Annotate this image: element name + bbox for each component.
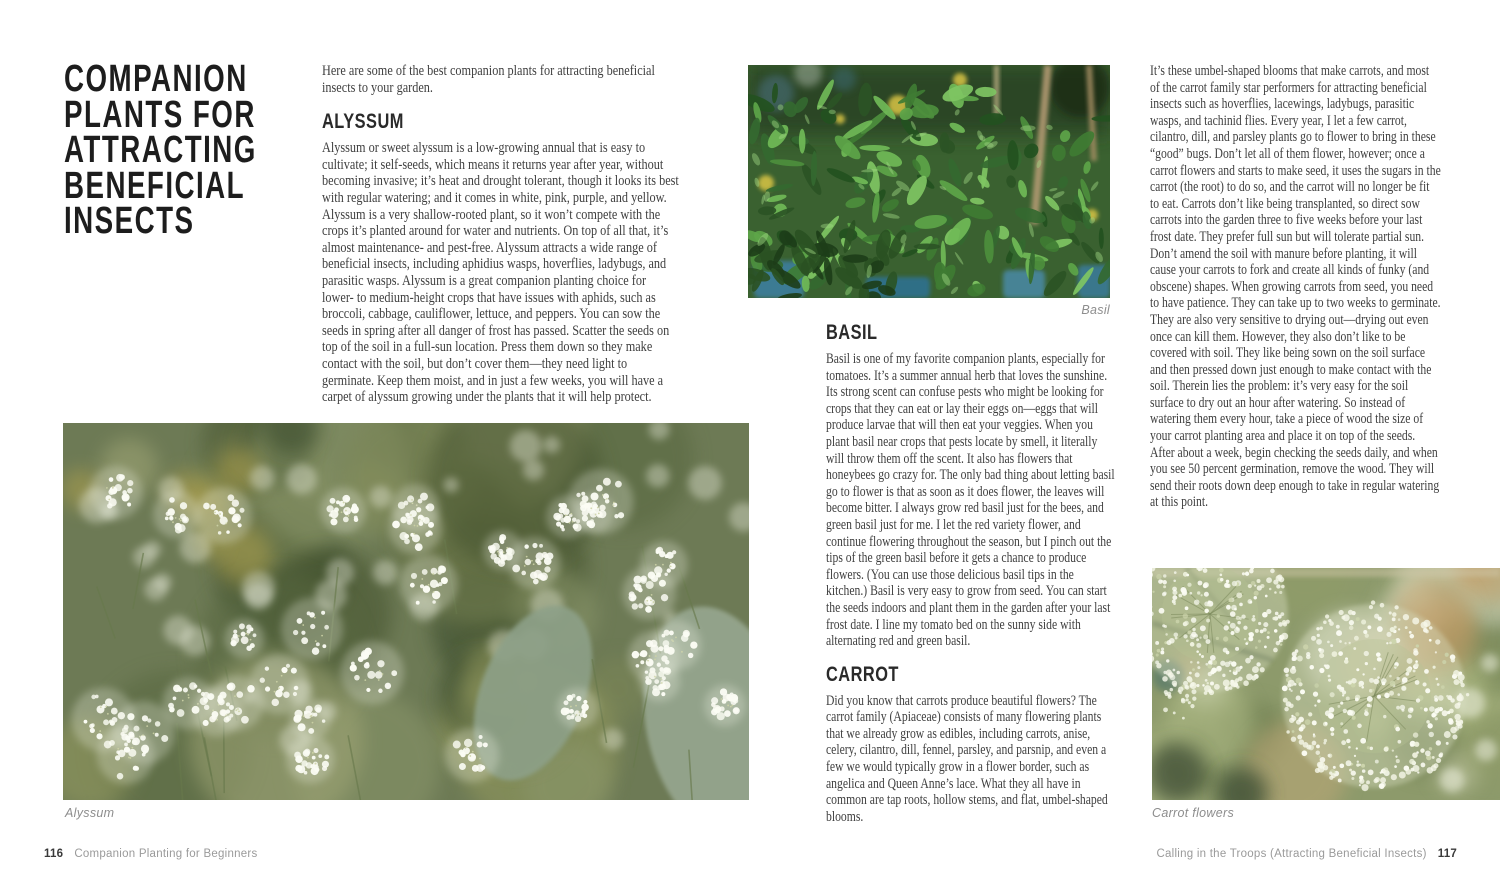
basil-photo-image xyxy=(748,65,1110,298)
basil-paragraph: Basil is one of my favorite companion plants, especially for tomatoes. It’s a summer annual herb that loves the sunshine. Its strong scent can confuse pests who might be looking for crops that they can eat or lay their eggs on—eggs that will produce larvae that will then eat your veggies. When you plant basil near crops that pests locate by smell, it literally will throw them off the scent. It also has flowers that honeybees go crazy for. The only bad thing about letting basil go to flower is that as soon as it does flower, the leaves will become bitter. I always grow red basil just for the bees, and green basil just for me. I let the red variety flower, and continue flowering throughout the season, but I pinch out the tips of the green basil before it gets a chance to produce flowers. (You can use those delicious basil tips in the kitchen.) Basil is very easy to grow from seed. You can start the seeds indoors and plant them in the garden after your last frost date. I line my tomato bed on the sunny side with alternating red and green basil. xyxy=(826,351,1115,650)
intro-paragraph: Here are some of the best companion plants for attracting beneficial insects to your garden. xyxy=(322,63,655,96)
book-title: Companion Planting for Beginners xyxy=(74,848,258,860)
basil-heading: BASIL xyxy=(826,321,878,344)
basil-photo-caption: Basil xyxy=(1081,303,1110,317)
alyssum-heading: ALYSSUM xyxy=(322,110,404,134)
carrot-continued-paragraph: It’s these umbel-shaped blooms that make carrots, and most of the carrot family star performers for attracting beneficial insects such as hoverflies, lacewings, ladybugs, parasitic wasps, and tachinid flies. Every year, I let a few carrot, cilantro, dill, and parsley plants go to flower to bring in these “good” bugs. Don’t let all of them flower, however; once a carrot flowers and starts to make seed, it uses the sugars in the carrot (the root) to do so, and the carrot will no longer be fit to eat. Carrots don’t like being transplanted, so direct sow carrots into the garden three to five weeks before your last frost date. They prefer full sun but will tolerate partial sun. Don’t amend the soil with manure before planting, it will cause your carrots to fork and create all kinds of funky (and obscene) shapes. When growing carrots from seed, you need to have patience. They can take up to two weeks to germinate. They are also very sensitive to drying out—drying out even once can kill them. However, they also don’t like to be covered with soil. They like being sown on the soil surface and then pressed down just enough to make contact with the soil. Therein lies the problem: it’s very easy for the soil surface to dry out an hour after watering. So instead of watering them every hour, take a piece of wood the size of your carrot planting area and place it on top of the seeds. After about a week, begin checking the seeds daily, and when you see 50 percent germination, remove the wood. They will send their roots down deep enough to take in regular watering at this point. xyxy=(1150,63,1441,511)
chapter-running-title: Calling in the Troops (Attracting Beneficial Insects) xyxy=(1156,848,1427,860)
left-text-column xyxy=(322,63,748,406)
alyssum-paragraph: Alyssum or sweet alyssum is a low-growing annual that is easy to cultivate; it self-seeds, which means it returns year after year, without becoming invasive; it’s heat and drought tolerant, though it looks its best with regular watering; and it comes in white, pink, purple, and yellow. Alyssum is a very shallow-rooted plant, so it won’t compete with the crops it’s planted around for water and nutrients. On top of all that, it’s almost maintenance- and pest-free. Alyssum attracts a wide range of beneficial insects, including aphidius wasps, hoverflies, ladybugs, and parasitic wasps. Alyssum is a great companion planting choice for lower- to medium-height crops that have issues with aphids, such as broccoli, cabbage, cauliflower, lettuce, and peppers. You can sow the seeds in spring after all danger of frost has passed. Scatter the seeds on top of the soil in a full-sun location. Press them down so they make contact with the soil, but don’t cover them—they need light to germinate. Keep them moist, and in just a few weeks, you will have a carpet of alyssum growing under the plants that it will help protect. xyxy=(322,140,679,406)
chapter-title-line: INSECTS xyxy=(64,200,195,242)
carrot-continued-column xyxy=(1150,63,1500,511)
page-number-right: 117 xyxy=(1437,848,1457,860)
carrot-heading: CARROT xyxy=(826,662,899,686)
alyssum-photo xyxy=(63,423,749,800)
carrot-photo-caption: Carrot flowers xyxy=(1152,806,1234,820)
page-number-left: 116 xyxy=(44,848,64,860)
carrot-flowers-photo xyxy=(1152,568,1500,800)
alyssum-photo-image xyxy=(63,423,749,800)
alyssum-photo-caption: Alyssum xyxy=(65,806,115,820)
chapter-title xyxy=(64,58,257,242)
chapter-title-line: PLANTS FOR xyxy=(64,93,256,136)
chapter-title-line: BENEFICIAL xyxy=(64,164,246,207)
footer-left xyxy=(44,848,257,860)
footer-right xyxy=(1156,848,1457,860)
basil-photo xyxy=(748,65,1110,298)
carrot-flowers-photo-image xyxy=(1152,568,1500,800)
chapter-title-line: COMPANION xyxy=(64,58,248,100)
basil-carrot-column xyxy=(826,321,1190,825)
chapter-title-line: ATTRACTING xyxy=(64,129,257,171)
carrot-paragraph: Did you know that carrots produce beautiful flowers? The carrot family (Apiaceae) consists of many flowering plants that we already grow as edibles, including carrots, anise, celery, cilantro, dill, fennel, parsley, and parsnip, and even a few we would typically grow in a flower border, such as angelica and Queen Anne’s lace. What they all have in common are tap roots, hollow stems, and flat, umbel-shaped blooms. xyxy=(826,692,1108,825)
